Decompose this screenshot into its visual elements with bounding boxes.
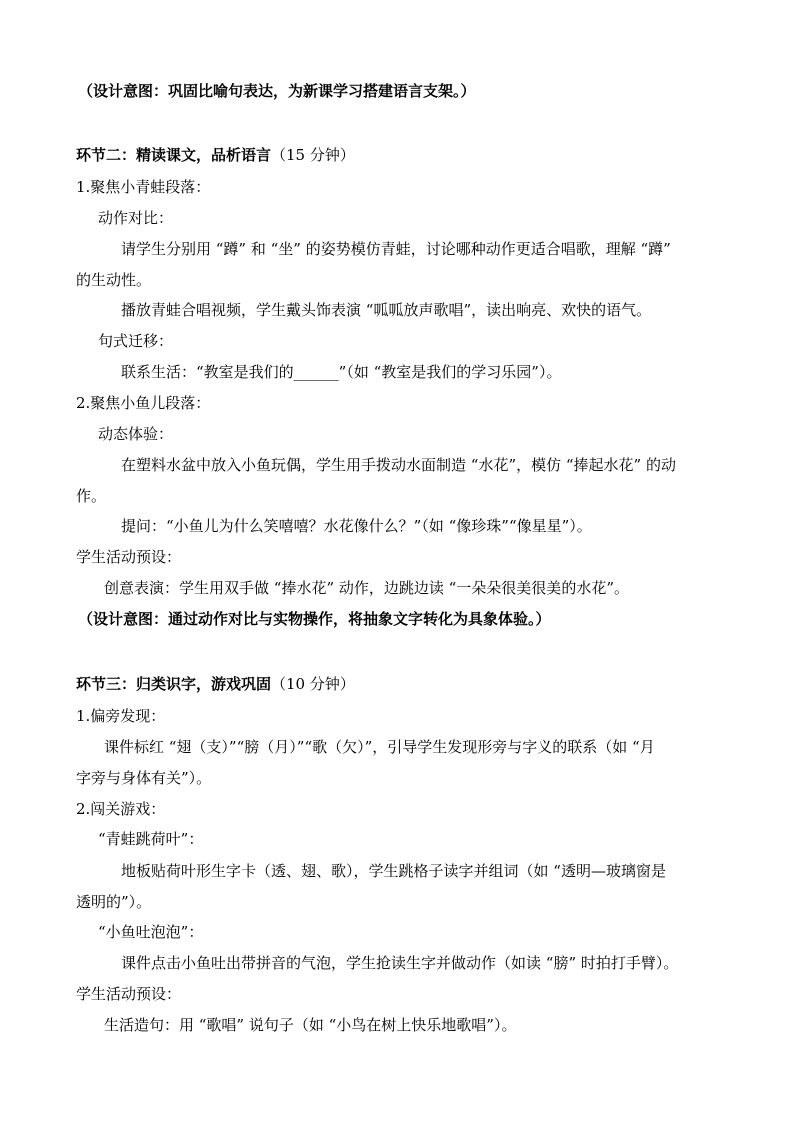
- action-compare-text-2: 的生动性。: [76, 271, 152, 289]
- sentence-transfer-label: 句式迁移：: [98, 332, 174, 350]
- activity-preview-text-2: 生活造句：用 “歌唱” 说句子（如 “小鸟在树上快乐地歌唱”）。: [104, 1016, 517, 1034]
- section-3-heading: [76, 674, 355, 694]
- radical-discovery-text-1: 课件标红 “翅（支）”“膀（月）”“歌（欠）”，引导学生发现形旁与字义的联系（如 “月: [104, 738, 655, 756]
- game-2-text: 课件点击小鱼吐出带拼音的气泡，学生抢读生字并做动作（如读 “膀” 时拍打手臂）。: [121, 954, 679, 972]
- section-2-time: （15 分钟）: [271, 146, 355, 164]
- dynamic-experience-label: 动态体验：: [98, 425, 174, 443]
- section-3-time: （10 分钟）: [271, 675, 355, 693]
- dynamic-experience-text-1: 在塑料水盆中放入小鱼玩偶，学生用手拨动水面制造 “水花”，模仿 “捧起水花” 的动: [121, 456, 676, 474]
- action-compare-text-1: 请学生分别用 “蹲” 和 “坐” 的姿势模仿青蛙，讨论哪种动作更适合唱歌，理解 “蹲”: [121, 240, 671, 258]
- section-2-title: 环节二：精读课文，品析语言: [76, 146, 272, 164]
- section-3-item-1: 1.偏旁发现：: [76, 707, 166, 725]
- dynamic-experience-text-2: 作。: [76, 487, 107, 505]
- question-text: 提问：“小鱼儿为什么笑嘻嘻？水花像什么？”（如 “像珍珠”“像星星”）。: [121, 517, 592, 535]
- radical-discovery-text-2: 字旁与身体有关”）。: [76, 769, 212, 787]
- game-1-label: “青蛙跳荷叶”：: [98, 830, 204, 848]
- game-1-text-2: 透明的”）。: [76, 893, 152, 911]
- design-intent-1: （设计意图：巩固比喻句表达，为新课学习搭建语言支架。）: [78, 82, 476, 100]
- action-compare-label: 动作对比：: [98, 209, 174, 227]
- action-compare-text-3: 播放青蛙合唱视频，学生戴头饰表演 “呱呱放声歌唱”，读出响亮、欢快的语气。: [121, 301, 652, 319]
- game-1-text-1: 地板贴荷叶形生字卡（透、翅、歌），学生跳格子读字并组词（如 “透明—玻璃窗是: [121, 862, 666, 880]
- design-intent-2: （设计意图：通过动作对比与实物操作，将抽象文字转化为具象体验。）: [78, 610, 551, 628]
- activity-preview-label-1: 学生活动预设：: [76, 548, 182, 566]
- section-3-title: 环节三：归类识字，游戏巩固: [76, 675, 272, 693]
- section-2-item-1: 1.聚焦小青蛙段落：: [76, 178, 211, 196]
- section-3-item-2: 2.闯关游戏：: [76, 800, 166, 818]
- activity-preview-label-2: 学生活动预设：: [76, 985, 182, 1003]
- game-2-label: “小鱼吐泡泡”：: [98, 923, 204, 941]
- sentence-transfer-text: 联系生活：“教室是我们的______”（如 “教室是我们的学习乐园”）。: [121, 363, 562, 381]
- section-2-item-2: 2.聚焦小鱼儿段落：: [76, 394, 211, 412]
- activity-preview-text-1: 创意表演：学生用双手做 “捧水花” 动作，边跳边读 “一朵朵很美很美的水花”。: [104, 579, 629, 597]
- section-2-heading: [76, 145, 355, 165]
